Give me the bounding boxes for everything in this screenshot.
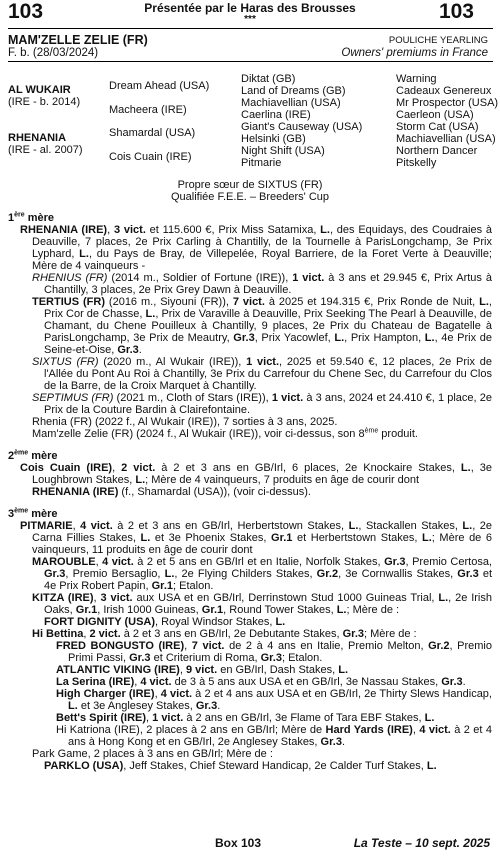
notes-line2: Qualifiée F.E.E. – Breeders' Cup (170, 191, 329, 203)
section1-produce-6: Mam'zelle Zelie (FR) (2024 f., Al Wukair (IRE)), voir ci-dessus, son 8ème produit. (32, 427, 418, 440)
section1-heading: 1ère mère (8, 211, 54, 224)
section2-dam-entry: Cois Cuain (IRE), 2 vict. à 2 et 3 ans en GB/Irl, 6 places, 2e Knockaire Stakes, L., 3e Loughbrown Stakes, L.; Mère de 4 vainqueurs, 7 produits en âge de courir dont (20, 462, 492, 486)
pedigree-gen2-1: Macheera (IRE) (109, 104, 187, 116)
section3-produce-3-5: Bett's Spirit (IRE), 1 vict. à 2 ans en GB/Irl, 3e Flame of Tara EBF Stakes, L. (56, 712, 435, 724)
gen4-item: Mr Prospector (USA) (396, 97, 499, 109)
gen3-item: Land of Dreams (GB) (241, 85, 346, 97)
section1-produce-4: SEPTIMUS (FR) (2021 m., Cloth of Stars (IRE)), 1 vict. à 3 ans, 2024 et 24.410 €, 1 place, 2e Prix de la Couture Bardin à Clairefontaine. (32, 392, 492, 416)
gen4-item: Machiavellian (USA) (396, 133, 496, 145)
header-divider (8, 28, 493, 29)
notes-line1: Propre sœur de SIXTUS (FR) (177, 179, 323, 191)
section3-produce-1: MAROUBLE, 4 vict. à 2 et 5 ans en GB/Irl et en Italie, Norfolk Stakes, Gr.3, Premio Certosa, Gr.3, Premio Bersaglio, L., 2e Flying Childers Stakes, Gr.2, 3e Cornwallis Stakes, Gr.3 et 4e Prix Robert Papin, Gr.1; Etalon. (32, 556, 493, 592)
footer-box: Box 103 (215, 836, 262, 850)
section1-produce-2: TERTIUS (FR) (2016 m., Siyouni (FR)), 7 vict. à 2025 et 194.315 €, Prix Ronde de Nuit, L., Prix Cor de Chasse, L., Prix de Varaville à Deauville, Prix Seeking The Pearl à Deauville, de Chamant, du Chene Pouilleux à Chantilly, 9 places, 2e Prix du Chateau de Bagatelle à ParisLongchamp, 3e Prix de Meautry, Gr.3, Prix Yacowlef, L., Prix Hampton, L., 4e Prix de Seine-et-Oise, Gr.3. (32, 296, 493, 356)
sire-name: AL WUKAIR (8, 84, 71, 96)
pedigree-gen3 (241, 73, 362, 169)
dam-info: (IRE - al. 2007) (8, 144, 83, 156)
section1-produce-5: Rhenia (FR) (2022 f., Al Wukair (IRE)), 7 sorties à 3 ans, 2025. (32, 416, 338, 428)
gen3-item: Night Shift (USA) (241, 145, 325, 157)
horse-category: POULICHE YEARLING (388, 35, 488, 46)
section3-produce-3-6: Hi Katriona (IRE), 2 places à 2 ans en GB/Irl; Mère de Hard Yards (IRE), 4 vict. à 2 et 4 ans à Hong Kong et en GB/Irl, 2e Anglesey Stakes, Gr.3. (56, 724, 493, 748)
section3-dam-entry: PITMARIE, 4 vict. à 2 et 3 ans en GB/Irl, Herbertstown Stakes, L., Stackallen Stakes, L., 2e Carna Fillies Stakes, L. et 3e Phoenix Stakes, Gr.1 et Herbertstown Stakes, L.; Mère de 6 vainqueurs, 11 produits en âge de courir dont (20, 520, 492, 556)
gen3-item: Giant's Causeway (USA) (241, 121, 363, 133)
footer-sale: La Teste – 10 sept. 2025 (353, 836, 490, 850)
section2-heading: 2ème mère (8, 449, 58, 462)
pedigree-text (8, 212, 492, 772)
dam-name: RHENANIA (8, 132, 67, 144)
pedigree-dam (8, 132, 83, 156)
section1-produce-1: RHENIUS (FR) (2014 m., Soldier of Fortune (IRE)), 1 vict. à 3 ans et 29.945 €, Prix Artus à Chantilly, 3 places, 2e Prix Grey Dawn à Deauville. (32, 272, 492, 296)
gen3-item: Pitmarie (241, 157, 282, 169)
section3-produce-3-2: ATLANTIC VIKING (IRE), 9 vict. en GB/Irl, Dash Stakes, L. (56, 664, 348, 676)
gen4-item: Northern Dancer (396, 145, 478, 157)
lot-number-right: 103 (438, 0, 474, 23)
lot-number-left: 103 (8, 0, 44, 23)
pedigree-sire (8, 84, 80, 108)
horse-name: MAM'ZELLE ZELIE (FR) (8, 33, 148, 47)
pedigree-divider (8, 61, 493, 62)
section1-produce-3: SIXTUS (FR) (2020 m., Al Wukair (IRE)), 1 vict., 2025 et 59.540 €, 12 places, 2e Prix de l'Allée du Pont Au Roi à Chantilly, 3e Prix du Carrefour du Chene Sec, du Carrefour du Clos de la Barre, de la Croix Marquet à Chantilly. (32, 356, 493, 392)
section3-produce-3: Hi Bettina, 2 vict. à 2 et 3 ans en GB/Irl, 2e Debutante Stakes, Gr.3; Mère de : (32, 628, 417, 640)
section1-dam-entry: RHENANIA (IRE), 3 vict. et 115.600 €, Prix Miss Satamixa, L., des Equidays, des Coudraies à Deauville, 7 places, 2e Prix Carling à Chantilly, de la Tournelle à ParisLongchamp, 3e Prix Lyphard, L., du Pays de Bray, de Villepelée, Royal Barriere, de la Foret Verte à Deauville; Mère de 4 vainqueurs - (20, 224, 492, 272)
section2-produce-1: RHENANIA (IRE) (f., Shamardal (USA)), (voir ci-dessus). (32, 486, 311, 498)
pedigree-gen2-0: Dream Ahead (USA) (109, 80, 210, 92)
presented-by: Présentée par le Haras des Brousses (144, 1, 356, 15)
section3-produce-2-1: FORT DIGNITY (USA), Royal Windsor Stakes, L. (44, 616, 286, 628)
section3-produce-4-1: PARKLO (USA), Jeff Stakes, Chief Steward Handicap, 2e Calder Turf Stakes, L. (44, 760, 437, 772)
stars: *** (244, 14, 256, 25)
section3-produce-3-1: FRED BONGUSTO (IRE), 7 vict. de 2 à 4 ans en Italie, Premio Melton, Gr.2, Premio Primi Passi, Gr.3 et Criterium di Roma, Gr.3; Etalon. (56, 640, 492, 664)
gen4-item: Storm Cat (USA) (396, 121, 479, 133)
gen4-item: Caerleon (USA) (396, 109, 474, 121)
gen4-item: Cadeaux Genereux (396, 85, 492, 97)
section3-heading: 3ème mère (8, 507, 58, 520)
notes (0, 179, 500, 203)
owners-premiums: Owners' premiums in France (341, 47, 488, 59)
section3-produce-2: KITZA (IRE), 3 vict. aux USA et en GB/Irl, Derrinstown Stud 1000 Guineas Trial, L., 2e Irish Oaks, Gr.1, Irish 1000 Guineas, Gr.1, Round Tower Stakes, L.; Mère de : (32, 592, 492, 616)
pedigree-gen2-3: Cois Cuain (IRE) (109, 151, 192, 163)
gen3-item: Diktat (GB) (241, 73, 296, 85)
section3-produce-3-3: La Serina (IRE), 4 vict. de 3 à 5 ans aux USA et en GB/Irl, 3e Nassau Stakes, Gr.3. (56, 676, 466, 688)
gen4-item: Pitskelly (396, 157, 437, 169)
gen3-item: Helsinki (GB) (241, 133, 306, 145)
pedigree-gen4 (396, 73, 498, 169)
gen3-item: Machiavellian (USA) (241, 97, 341, 109)
gen4-item: Warning (396, 73, 437, 85)
section3-produce-4: Park Game, 2 places à 3 ans en GB/Irl; Mère de : (32, 748, 273, 760)
pedigree-gen2-2: Shamardal (USA) (109, 127, 196, 139)
horse-birth: F. b. (28/03/2024) (8, 47, 99, 59)
sire-info: (IRE - b. 2014) (8, 96, 81, 108)
section3-produce-3-4: High Charger (IRE), 4 vict. à 2 et 4 ans aux USA et en GB/Irl, 2e Thirty Slews Handicap, L. et 3e Anglesey Stakes, Gr.3. (56, 688, 492, 712)
gen3-item: Caerlina (IRE) (241, 109, 311, 121)
